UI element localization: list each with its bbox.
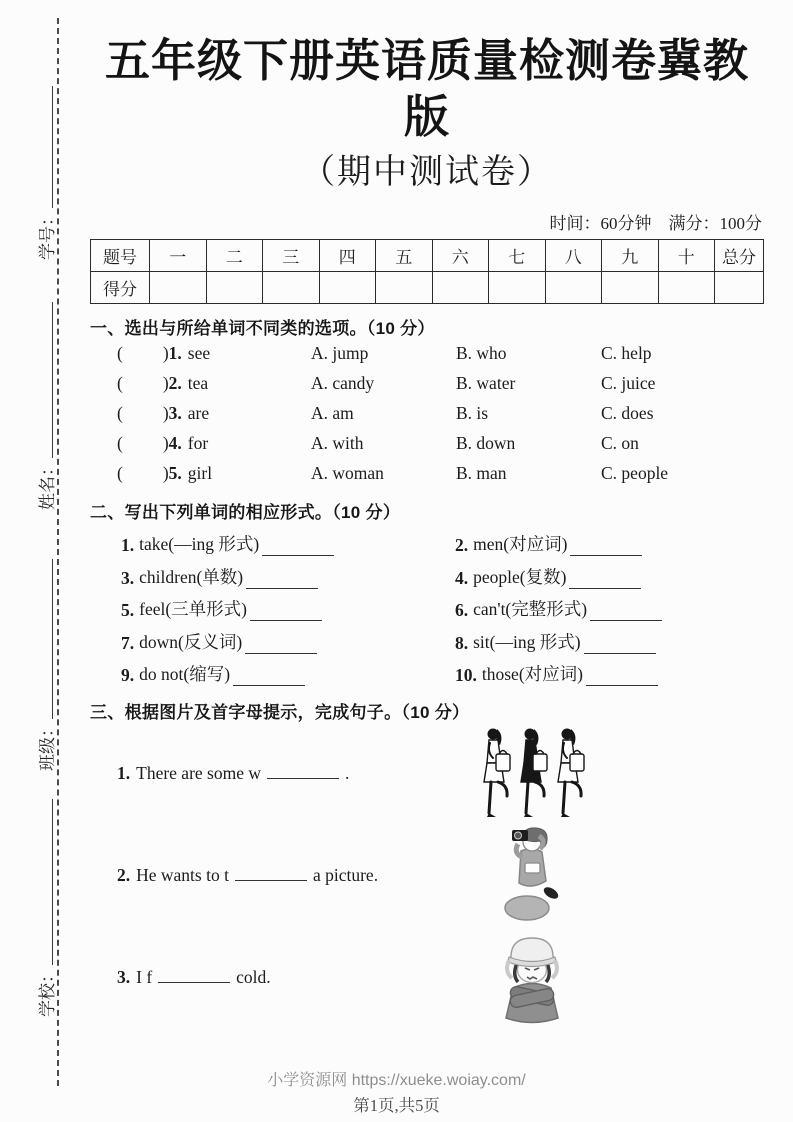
section1-heading: 一、选出与所给单词不同类的选项。（10 分）	[90, 318, 435, 338]
class-field	[32, 559, 58, 771]
option-a: A. am	[311, 403, 354, 424]
answer-bracket: (	[117, 403, 123, 424]
option-b: B. is	[456, 403, 489, 424]
boy-taking-photo-illustration	[498, 825, 566, 925]
score-table-cell: 二	[206, 239, 263, 271]
answer-blank-line	[158, 968, 230, 983]
score-table-cell: 四	[319, 239, 376, 271]
option-a: A. candy	[311, 373, 375, 394]
sentence-text: a picture.	[312, 864, 379, 885]
question-number: 3.	[117, 966, 131, 987]
question-number: 6.	[455, 600, 469, 621]
student-id-label: 学号：	[37, 209, 57, 260]
option-b: B. water	[456, 373, 516, 394]
sentence-with-blank	[117, 865, 447, 886]
page-title: 五年级下册英语质量检测卷冀教版	[104, 36, 749, 143]
question-number: 1.	[168, 343, 182, 364]
question-number: 2.	[455, 535, 469, 556]
three-women-shopping-image	[447, 726, 617, 820]
page-number: 第1页,共5页	[353, 1096, 440, 1115]
section2-heading: 二、写出下列单词的相应形式。（10 分）	[90, 502, 401, 522]
word-prompt: can't(完整形式)	[473, 599, 588, 620]
score-empty-cell	[545, 271, 602, 303]
school-blank-line	[37, 799, 53, 965]
score-table-cell: 十	[658, 239, 715, 271]
score-table-cell: 八	[545, 239, 602, 271]
question-number: 3.	[168, 403, 182, 424]
question-number: 9.	[121, 665, 135, 686]
stem-word: girl	[187, 463, 213, 484]
stem-word: see	[187, 343, 211, 364]
sentence-text: I f	[136, 966, 153, 987]
score-table-cell: 七	[489, 239, 546, 271]
answer-bracket: )	[162, 433, 169, 454]
answer-blank-line	[590, 606, 662, 621]
option-a: A. jump	[311, 343, 369, 364]
score-empty-cell	[658, 271, 715, 303]
word-form-item	[121, 559, 455, 592]
student-name-label: 姓名：	[37, 459, 57, 510]
answer-bracket: (	[117, 373, 123, 394]
score-table-cell: 六	[432, 239, 489, 271]
score-empty-cell	[376, 271, 433, 303]
option-b: B. man	[456, 463, 507, 484]
answer-blank-line	[584, 639, 656, 654]
word-form-item	[121, 624, 455, 657]
score-table-cell: 五	[376, 239, 433, 271]
word-prompt: feel(三单形式)	[139, 599, 248, 620]
answer-bracket: (	[117, 343, 123, 364]
section1-question	[117, 339, 764, 369]
option-c: C. help	[601, 343, 652, 364]
student-id-field	[32, 86, 58, 260]
word-form-item	[455, 559, 764, 592]
question-stem	[117, 403, 311, 424]
option-a: A. with	[311, 433, 364, 454]
word-form-item	[121, 527, 455, 560]
answer-blank-line	[233, 671, 305, 686]
boy-taking-photo-image	[447, 825, 617, 925]
answer-blank-line	[586, 671, 658, 686]
word-form-item	[455, 592, 764, 625]
page-footer	[0, 1067, 793, 1116]
score-empty-cell	[206, 271, 263, 303]
word-form-item	[455, 657, 764, 690]
word-prompt: take(—ing 形式)	[139, 534, 260, 555]
score-empty-cell	[150, 271, 207, 303]
section1-question	[117, 459, 764, 489]
student-id-blank-line	[37, 86, 53, 208]
section3-heading: 三、根据图片及首字母提示，完成句子。（10 分）	[90, 703, 470, 723]
section3-question	[90, 823, 764, 927]
answer-bracket: )	[162, 343, 169, 364]
answer-bracket: )	[162, 373, 169, 394]
section2-items	[90, 527, 764, 690]
word-prompt: children(单数)	[139, 566, 244, 587]
stem-word: are	[187, 403, 210, 424]
question-number: 4.	[455, 567, 469, 588]
section1-question	[117, 429, 764, 459]
section3-question	[90, 723, 764, 823]
answer-bracket: )	[162, 403, 169, 424]
question-number: 3.	[121, 567, 135, 588]
option-b: B. who	[456, 343, 507, 364]
word-prompt: men(对应词)	[473, 534, 568, 555]
question-stem	[117, 433, 311, 454]
sentence-text: cold.	[236, 966, 271, 987]
question-number: 2.	[117, 864, 131, 885]
score-empty-cell	[319, 271, 376, 303]
score-empty-cell	[489, 271, 546, 303]
score-table-cell: 题号	[91, 239, 150, 271]
score-empty-cell	[602, 271, 659, 303]
word-prompt: sit(—ing 形式)	[473, 631, 581, 652]
answer-bracket: (	[117, 463, 123, 484]
word-prompt: down(反义词)	[139, 631, 243, 652]
source-site-url: 小学资源网 https://xueke.woiay.com/	[267, 1072, 526, 1089]
student-name-field	[32, 302, 58, 510]
page-subtitle: （期中测试卷）	[301, 153, 553, 191]
stem-word: for	[187, 433, 209, 454]
answer-blank-line	[267, 764, 339, 779]
score-table-cell: 总分	[715, 239, 764, 271]
student-name-blank-line	[37, 302, 53, 458]
question-number: 1.	[117, 762, 131, 783]
word-form-item	[121, 592, 455, 625]
answer-bracket: )	[162, 463, 169, 484]
option-b: B. down	[456, 433, 516, 454]
section1-question	[117, 399, 764, 429]
word-form-item	[455, 624, 764, 657]
option-c: C. juice	[601, 373, 656, 394]
option-a: A. woman	[311, 463, 384, 484]
score-table	[90, 239, 764, 304]
question-number: 7.	[121, 632, 135, 653]
cold-child-image	[447, 930, 617, 1024]
word-prompt: those(对应词)	[481, 664, 583, 685]
score-label-cell: 得分	[91, 271, 150, 303]
time-score-info: 时间：60分钟 满分：100分	[549, 213, 762, 233]
question-number: 5.	[168, 463, 182, 484]
class-blank-line	[37, 559, 53, 719]
score-table-score-row	[91, 271, 764, 303]
school-label: 学校：	[37, 966, 57, 1017]
answer-blank-line	[569, 574, 641, 589]
word-form-item	[121, 657, 455, 690]
class-label: 班级：	[37, 720, 57, 771]
answer-blank-line	[245, 639, 317, 654]
sentence-with-blank	[117, 763, 447, 784]
answer-blank-line	[262, 541, 334, 556]
question-stem	[117, 463, 311, 484]
question-number: 5.	[121, 600, 135, 621]
word-prompt: people(复数)	[473, 566, 567, 587]
paper-content	[90, 0, 764, 1027]
stem-word: tea	[187, 373, 209, 394]
word-form-item	[455, 527, 764, 560]
sentence-text: He wants to t	[136, 864, 229, 885]
school-field	[32, 799, 58, 1017]
option-c: C. on	[601, 433, 639, 454]
answer-bracket: (	[117, 433, 123, 454]
question-number: 1.	[121, 535, 135, 556]
option-c: C. people	[601, 463, 669, 484]
section1-question	[117, 369, 764, 399]
sentence-with-blank	[117, 967, 447, 988]
cold-child-illustration	[494, 930, 570, 1024]
answer-blank-line	[570, 541, 642, 556]
word-prompt: do not(缩写)	[139, 664, 231, 685]
option-c: C. does	[601, 403, 654, 424]
score-table-cell: 九	[602, 239, 659, 271]
question-number: 4.	[168, 433, 182, 454]
score-empty-cell	[263, 271, 320, 303]
score-empty-cell	[715, 271, 764, 303]
three-women-shopping-illustration	[474, 726, 590, 820]
question-stem	[117, 373, 311, 394]
section3-question	[90, 927, 764, 1027]
question-number: 10.	[455, 665, 477, 686]
score-table-cell: 三	[263, 239, 320, 271]
sentence-text: There are some w	[136, 762, 261, 783]
score-table-cell: 一	[150, 239, 207, 271]
answer-blank-line	[246, 574, 318, 589]
sentence-text: .	[345, 762, 350, 783]
question-number: 2.	[168, 373, 182, 394]
question-number: 8.	[455, 632, 469, 653]
answer-blank-line	[250, 606, 322, 621]
score-empty-cell	[432, 271, 489, 303]
answer-blank-line	[235, 866, 307, 881]
question-stem	[117, 343, 311, 364]
score-table-header-row	[91, 239, 764, 271]
